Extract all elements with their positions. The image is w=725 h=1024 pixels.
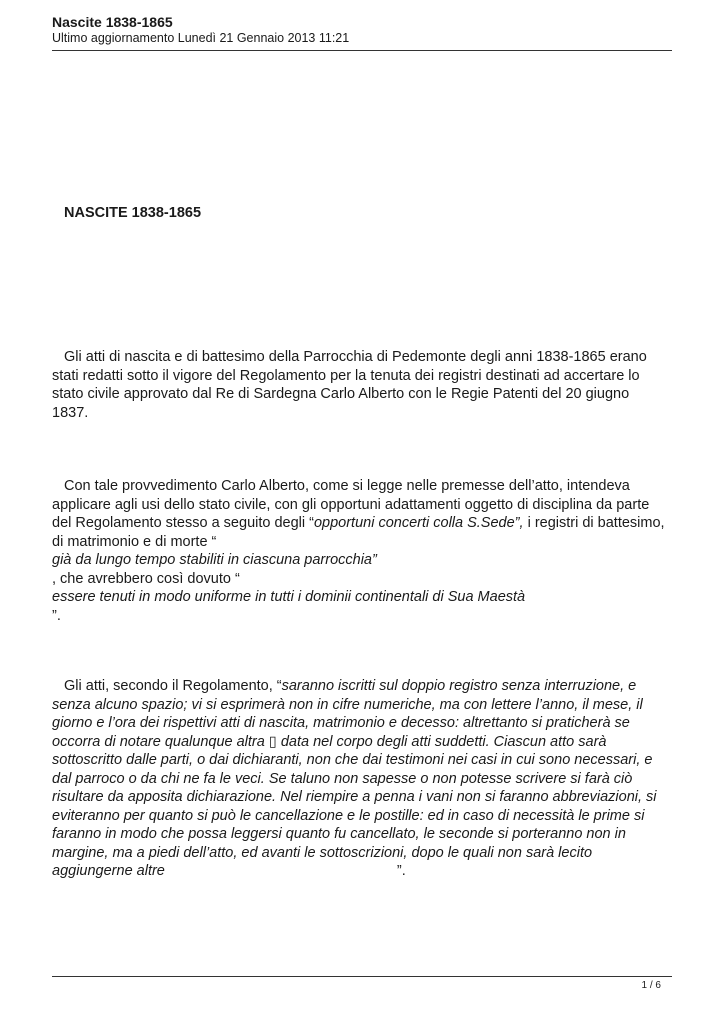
paragraph-line	[52, 733, 677, 752]
quote-text: margine, ma a piedi dell’atto, ed avanti le sottoscrizioni, dopo le quali non sarà lecito	[52, 844, 593, 861]
header-subtitle: Ultimo aggiornamento Lunedì 21 Gennaio 2013 11:21	[52, 31, 350, 45]
page-header	[52, 14, 672, 46]
footer-divider	[52, 976, 672, 977]
paragraph-line	[52, 844, 677, 863]
paragraph-line: stato civile approvato dal Re di Sardegna Carlo Alberto con le Regie Patenti del 20 giugno	[52, 386, 630, 402]
paragraph-line	[52, 677, 677, 696]
paragraph-line: Con tale provvedimento Carlo Alberto, come si legge nelle premesse dell’atto, intendeva	[64, 478, 630, 494]
paragraph-1	[52, 348, 677, 422]
quote-text: risultare da apposita dichiarazione. Nel riempire a penna i vani non si faranno abbreviazioni, si	[52, 789, 657, 805]
paragraph-line	[52, 588, 677, 607]
paragraph-line	[52, 788, 677, 807]
paragraph-line: , che avrebbero così dovuto “	[52, 570, 240, 587]
paragraph-line	[52, 770, 677, 789]
paragraph-line	[52, 807, 677, 826]
paragraph-line	[52, 551, 677, 570]
paragraph-line	[52, 825, 677, 844]
paragraph-3	[52, 677, 677, 881]
paragraph-text: Gli atti, secondo il Regolamento, “	[64, 678, 282, 694]
paragraph-line: applicare agli usi dello stato civile, con gli opportuni adattamenti oggetto di disciplina da parte	[52, 496, 650, 513]
header-title: Nascite 1838-1865	[52, 14, 173, 30]
quote-text: già da lungo tempo stabiliti in ciascuna parrocchia”	[52, 552, 377, 568]
paragraph-line: ”.	[52, 607, 61, 624]
paragraph-line	[52, 714, 677, 733]
paragraph-text: del Regolamento stesso a seguito degli “	[52, 515, 314, 531]
quote-text: occorra di notare qualunque altra ▯ data nel corpo degli atti suddetti. Ciascun atto sarà	[52, 733, 607, 750]
paragraph-line	[52, 514, 677, 533]
paragraph-line	[52, 862, 677, 881]
paragraph-2	[52, 477, 677, 625]
quote-text: aggiungerne altre	[52, 863, 165, 879]
paragraph-text: i registri di battesimo,	[523, 515, 665, 531]
document-title: NASCITE 1838-1865	[64, 205, 202, 221]
quote-text: dal parroco o da chi ne fa le veci. Se taluno non sapesse o non potesse scrivere si farà ciò	[52, 770, 633, 787]
quote-text: essere tenuti in modo uniforme in tutti i dominii continentali di Sua Maestà	[52, 589, 526, 605]
quote-text: sottoscritto dalle parti, o dai dichiaranti, non che dai testimoni nei casi in cui sono necessari, e	[52, 752, 653, 768]
quote-text: faranno in modo che possa leggersi quanto fu cancellato, le seconde si porteranno non in	[52, 826, 626, 842]
quote-text: saranno iscritti sul doppio registro senza interruzione, e	[281, 678, 637, 694]
header-divider	[52, 50, 672, 51]
paragraph-line	[52, 696, 677, 715]
page-number: 1 / 6	[641, 980, 661, 991]
paragraph-line: di matrimonio e di morte “	[52, 533, 217, 550]
closing-quote: ”.	[396, 863, 406, 879]
paragraph-line: Gli atti di nascita e di battesimo della Parrocchia di Pedemonte degli anni 1838-1865 erano	[64, 349, 647, 365]
quote-text: eviteranno per quanto si può le cancellazione e le postille: ed in caso di necessità le prime si	[52, 807, 645, 824]
quote-text: opportuni concerti colla S.Sede”,	[313, 515, 524, 531]
paragraph-line: stati redatti sotto il vigore del Regolamento per la tenuta dei registri destinati ad accertare lo	[52, 367, 640, 384]
quote-text: senza alcuno spazio; vi si esprimerà non in cifre numeriche, ma con lettere l’anno, il mese, il	[52, 696, 643, 713]
paragraph-line	[52, 751, 677, 770]
paragraph-line: 1837.	[52, 404, 89, 421]
quote-text: giorno e l’ora dei rispettivi atti di nascita, matrimonio e decesso: altrettanto si praticherà se	[52, 715, 630, 731]
